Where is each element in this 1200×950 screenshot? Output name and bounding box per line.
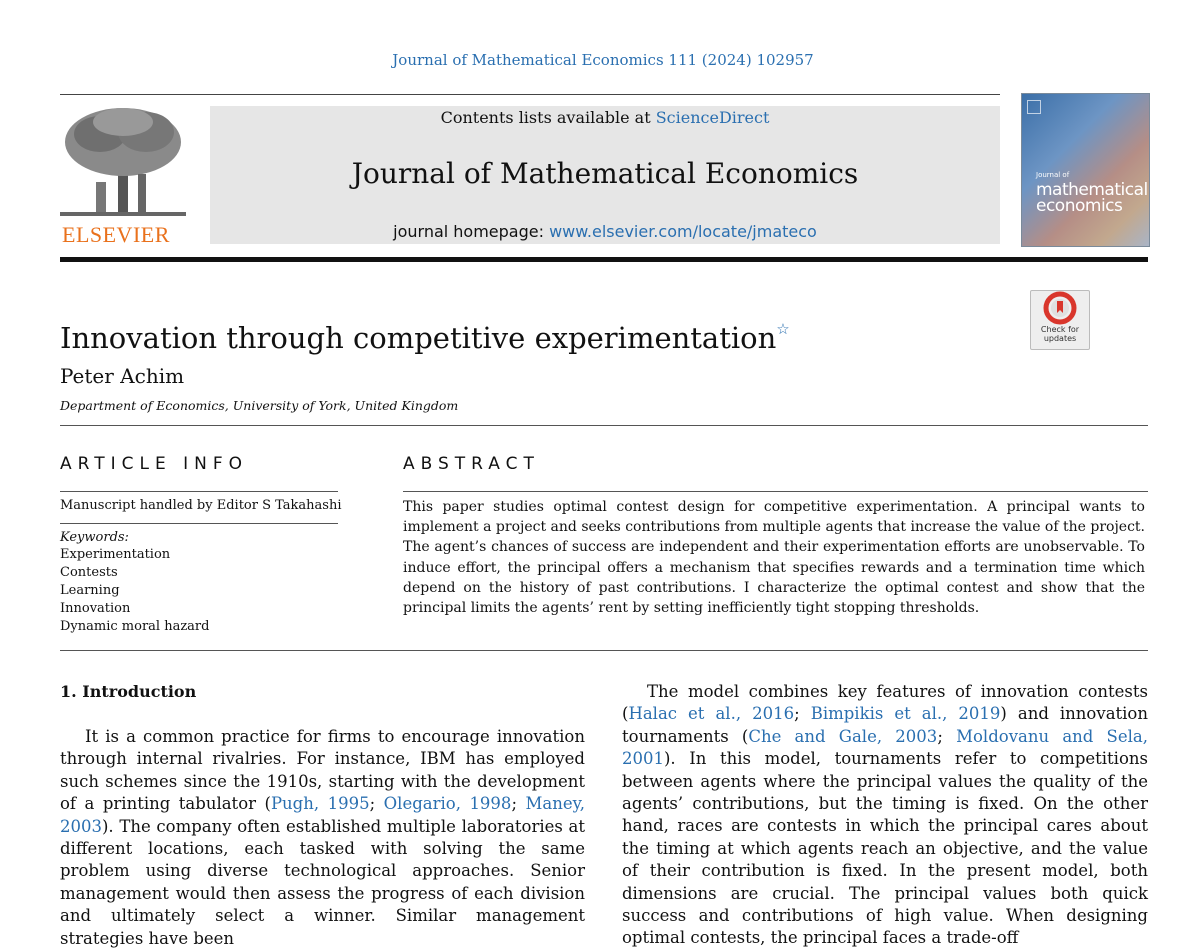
intro-right-column [622,681,1148,950]
contents-line [210,108,1000,127]
article-title-text: Innovation through competitive experimentation [60,321,777,355]
intro-left-column [60,726,585,950]
citation-link[interactable]: Bimpikis et al., 2019 [810,704,1001,724]
article-info-rule [60,491,338,492]
article-title [60,320,790,355]
sciencedirect-link[interactable]: ScienceDirect [655,108,770,127]
intro-paragraph [60,726,585,950]
paragraph-text: The model combines key features of innovation contests ( [622,682,1148,724]
cover-publisher-icon [1027,100,1041,114]
paragraph-text: ; [511,794,526,814]
citation-link[interactable]: Olegario, 1998 [383,794,512,814]
manuscript-editor: Manuscript handled by Editor S Takahashi [60,498,342,513]
journal-cover-image[interactable] [1021,93,1150,247]
citation-link[interactable]: Halac et al., 2016 [628,704,795,724]
title-footnote-star-icon[interactable]: ☆ [776,320,790,338]
cover-journal-of: Journal of [1036,171,1070,179]
abstract-bottom-rule [60,650,1148,651]
author-name: Peter Achim [60,364,185,388]
citation-link[interactable]: Che and Gale, 2003 [748,726,938,746]
keyword-item: Innovation [60,601,131,616]
keyword-item: Experimentation [60,547,171,562]
article-info-heading: ARTICLE INFO [60,454,248,474]
cover-title-line1: mathematical [1036,180,1148,200]
author-affiliation: Department of Economics, University of York, United Kingdom [60,398,459,413]
tree-logo-icon [60,104,186,219]
homepage-prefix: journal homepage: [393,222,550,241]
header-rule [60,94,1000,95]
citation-link[interactable]: Moldovanu and Sela, 2001 [622,726,1148,769]
cover-title-line2: economics [1036,196,1123,216]
homepage-link[interactable]: www.elsevier.com/locate/jmateco [549,222,817,241]
homepage-line [210,222,1000,241]
abstract-heading: ABSTRACT [403,454,540,474]
intro-paragraph [622,681,1148,950]
paragraph-text: ). The company often established multiple laboratories at different locations, each tasked with solving the same problem using diverse technological approaches. Senior management would then assess the progress of each division and ultimately select a winner. Similar management strategies have been [60,816,585,948]
publisher-wordmark: ELSEVIER [62,222,170,247]
check-updates-line2: updates [1043,334,1077,343]
paragraph-text: ) and innovation tournaments ( [622,704,1148,746]
header-thick-rule [60,257,1148,262]
keyword-item: Dynamic moral hazard [60,619,210,634]
keywords-list [60,546,209,636]
journal-title: Journal of Mathematical Economics [351,157,859,190]
title-rule [60,425,1148,426]
elsevier-logo[interactable] [60,104,186,248]
abstract-text: This paper studies optimal contest design for competitive experimentation. A principal wants to implement a project and seeks contributions from multiple agents that increase the value of the project. The agent’s chances of success are independent and their experimentation efforts are unobservable. To induce effort, the principal offers a mechanism that specifies rewards and a termination time which depend on the history of past contributions. I characterize the optimal contest and show that the principal limits the agents’ rent by setting inefficiently tight stopping thresholds. [403,499,1145,617]
paragraph-text: It is a common practice for firms to encourage innovation through internal rivalries. For instance, IBM has employed such schemes since the 1910s, starting with the development of a printing tabulator ( [60,727,585,814]
check-for-updates-button[interactable] [1030,290,1090,350]
citation-link[interactable]: Pugh, 1995 [270,794,370,814]
introduction-heading: 1. Introduction [60,682,197,701]
cover-title [1036,182,1148,214]
check-updates-label [1031,325,1089,343]
journal-reference[interactable]: Journal of Mathematical Economics 111 (2024) 102957 [392,51,814,69]
paragraph-text: ; [794,704,811,724]
paragraph-text: ). In this model, tournaments refer to competitions between agents where the principal values the quality of the agents’ contributions, but the timing is fixed. On the other hand, races are contests in which the principal cares about the timing at which agents reach an objective, and the value of their contribution is fixed. In the present model, both dimensions are crucial. The principal values both quick success and contributions of high value. When designing optimal contests, the principal faces a trade-off [622,749,1148,948]
keyword-item: Learning [60,583,120,598]
article-info-rule-2 [60,523,338,524]
contents-prefix: Contents lists available at [440,108,656,127]
paragraph-text: ; [937,726,957,746]
keyword-item: Contests [60,565,118,580]
paragraph-text: ; [369,794,384,814]
citation-link[interactable]: Maney, 2003 [60,794,585,836]
check-updates-line1: Check for [1040,325,1080,334]
keywords-label: Keywords: [60,530,129,545]
abstract-rule [403,491,1148,492]
check-updates-icon [1031,291,1089,325]
